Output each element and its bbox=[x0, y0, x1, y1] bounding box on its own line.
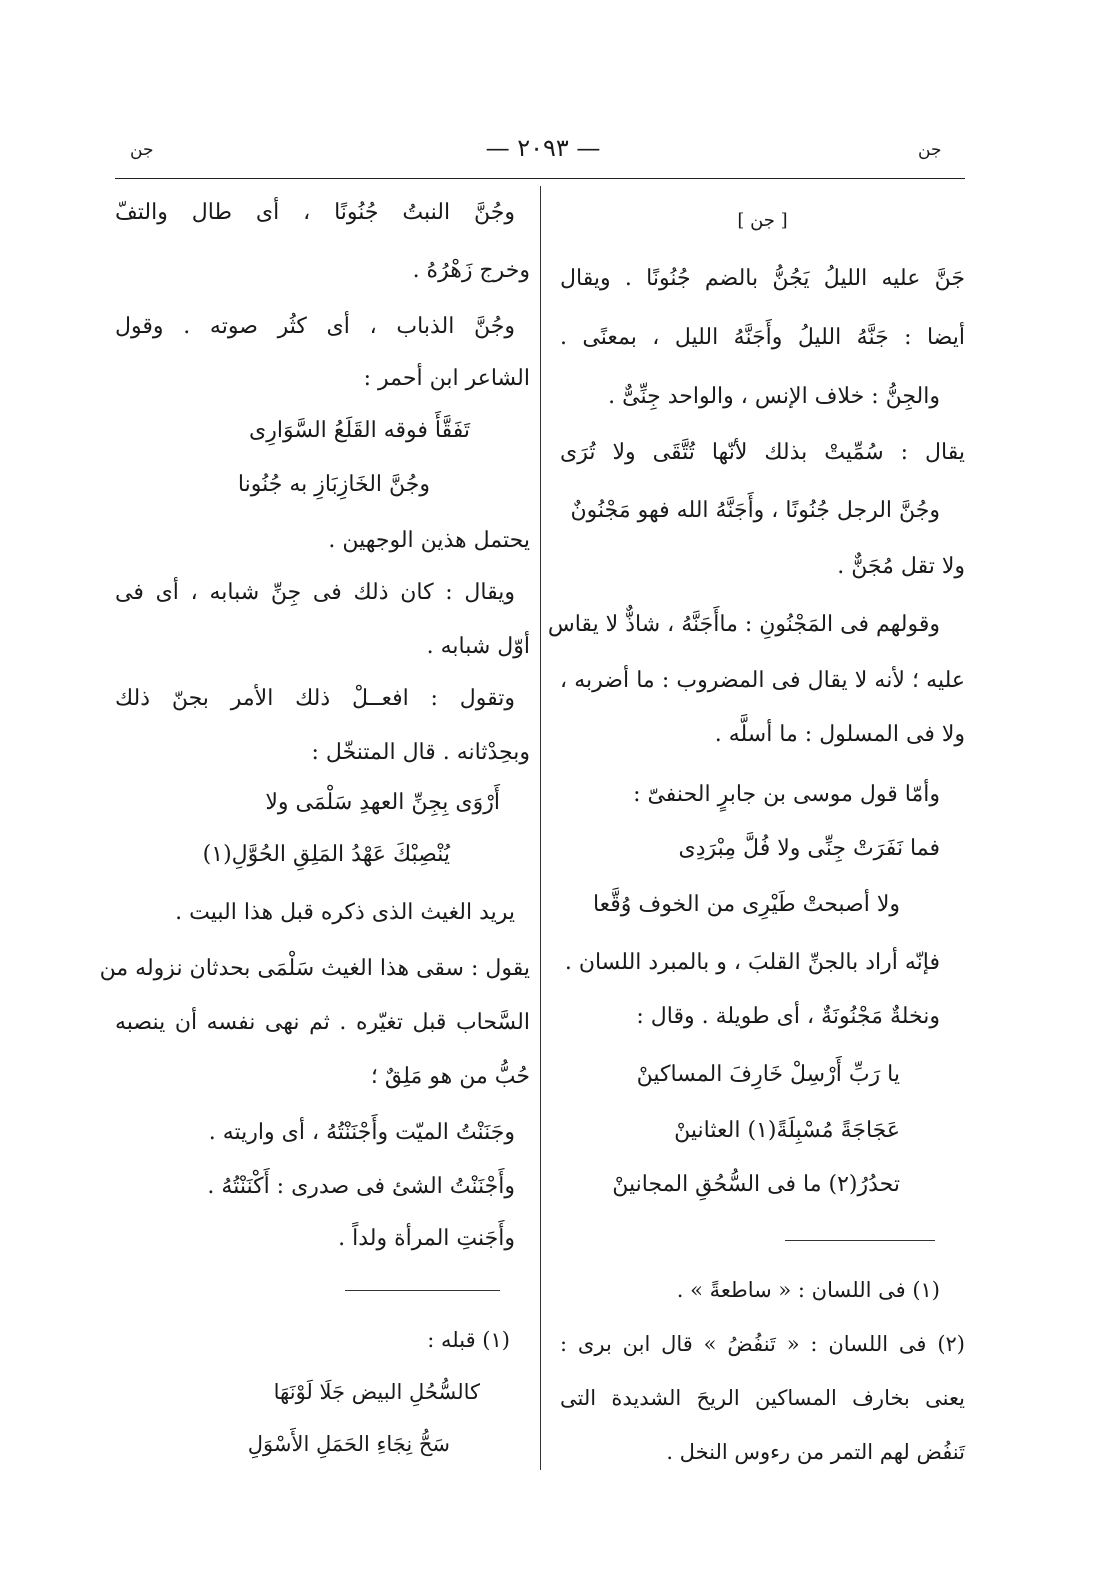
text-line: أوّل شبابه . bbox=[426, 634, 530, 659]
footnote-verse-line: سَحُّ نِجَاءِ الحَمَلِ الأَسْوَلِ bbox=[247, 1432, 450, 1456]
verse-line: وجُنَّ الخَازِبَازِ به جُنُونا bbox=[237, 472, 430, 497]
text-line: ولا فى المسلول : ما أسلَّه . bbox=[714, 722, 965, 747]
column-divider bbox=[540, 186, 541, 1470]
text-line: الشاعر ابن أحمر : bbox=[363, 366, 530, 391]
verse-line: تحدُرُ(٢) ما فى السُّحُقِ المجانينْ bbox=[612, 1172, 900, 1197]
text-line: يقول : سقى هذا الغيث سَلْمَى بحدثان نزوله من bbox=[99, 956, 530, 981]
verse-line: يا رَبِّ أَرْسِلْ خَارِفَ المساكينْ bbox=[636, 1062, 900, 1087]
footnote-line: (١) فى اللسان : « ساطعةً » . bbox=[676, 1278, 940, 1302]
text-line: يقال : سُمِّيتْ بذلك لأنّها تُتَّقَى ولا تُرَى bbox=[560, 440, 965, 465]
text-line: جَنَّ عليه الليلُ يَجُنُّ بالضم جُنُونًا . ويقال bbox=[560, 266, 965, 291]
text-line: ونخلةٌ مَجْنُونَةٌ ، أى طويلة . وقال : bbox=[636, 1004, 940, 1029]
text-line: وخرج زَهْرُهُ . bbox=[412, 258, 530, 283]
text-line: وأمّا قول موسى بن جابرٍ الحنفىّ : bbox=[633, 782, 940, 807]
text-line: عليه ؛ لأنه لا يقال فى المضروب : ما أضربه ، bbox=[560, 668, 965, 693]
text-line: ويقال : كان ذلك فى جِنِّ شبابه ، أى فى bbox=[115, 580, 515, 605]
footnote-verse-line: كالسُّحُلِ البيض جَلَا لَوْنَهَا bbox=[273, 1380, 480, 1404]
text-line: وأَجَنتِ المرأة ولداً . bbox=[338, 1226, 515, 1251]
text-line: يريد الغيث الذى ذكره قبل هذا البيت . bbox=[175, 900, 515, 925]
text-line: وجُنَّ الرجل جُنُونًا ، وأَجَنَّهُ الله فهو مَجْنُونٌ bbox=[570, 498, 940, 523]
verse-line: يُنْصِبْكَ عَهْدُ المَلِقِ الحُوَّلِ(١) bbox=[202, 842, 450, 867]
right-footnotes bbox=[560, 0, 965, 1579]
text-line: السَّحاب قبل تغيّره . ثم نهى نفسه أن ينصبه bbox=[115, 1010, 530, 1035]
page-number: — ٢٠٩٣ — bbox=[485, 134, 601, 162]
footnote-line: (١) قبله : bbox=[427, 1328, 510, 1352]
text-line: وبحِدْثانه . قال المتنخّل : bbox=[311, 740, 530, 765]
text-line: يحتمل هذين الوجهين . bbox=[328, 528, 530, 553]
text-line: وجُنَّ الذباب ، أى كثُر صوته . وقول bbox=[115, 314, 515, 339]
footnote-line: تَنفُض لهم التمر من رءوس النخل . bbox=[666, 1440, 965, 1464]
header-guide-word-right: جن bbox=[918, 140, 942, 160]
text-line: وقولهم فى المَجْنُونِ : ماأَجَنَّهُ ، شاذٌّ لا يقاس bbox=[547, 612, 940, 637]
text-line: وأَجْنَنْتُ الشئ فى صدرى : أَكْنَنْتُهُ . bbox=[207, 1174, 515, 1199]
left-footnotes bbox=[99, 0, 530, 1579]
footnote-line: يعنى بخارف المساكين الريحَ الشديدة التى bbox=[560, 1386, 965, 1410]
entry-heading: [ جن ] bbox=[737, 210, 788, 231]
text-line: وجَنَنْتُ الميّت وأَجْنَنْتُهُ ، أى واريته . bbox=[208, 1120, 515, 1145]
text-line: وتقول : افعــلْ ذلك الأمر بجنّ ذلك bbox=[115, 686, 515, 711]
text-line: ولا تقل مُجَنٌّ . bbox=[837, 554, 965, 579]
text-line: حُبُّ من هو مَلِقٌ ؛ bbox=[370, 1064, 530, 1089]
verse-line: ولا أصبحتْ طَيْرِى من الخوف وُقَّعا bbox=[592, 892, 900, 917]
verse-line: عَجَاجَةً مُسْبِلَةً(١) العثانينْ bbox=[674, 1118, 900, 1143]
text-line: وجُنَّ النبتُ جُنُونًا ، أى طال والتفّ bbox=[115, 200, 515, 225]
verse-line: أَرْوَى بِجِنِّ العهدِ سَلْمَى ولا bbox=[265, 790, 500, 815]
text-line: فإنّه أراد بالجنِّ القلبَ ، و بالمبرد اللسان . bbox=[564, 950, 940, 975]
text-line: والجِنُّ : خلاف الإنس ، والواحد جِنِّىٌّ . bbox=[608, 384, 940, 409]
verse-line: تَفَقَّأَ فوقه القَلَعُ السَّوَارِى bbox=[249, 418, 470, 443]
text-line: أيضا : جَنَّهُ الليلُ وأَجَنَّهُ الليل ، بمعنًى . bbox=[560, 325, 965, 350]
verse-line: فما نَفَرَتْ جِنِّى ولا فُلَّ مِبْرَدِى bbox=[678, 836, 940, 861]
header-guide-word-left: جن bbox=[130, 140, 154, 160]
footnote-line: (٢) فى اللسان : « تَنفُضُ » قال ابن برى : bbox=[560, 1332, 965, 1356]
